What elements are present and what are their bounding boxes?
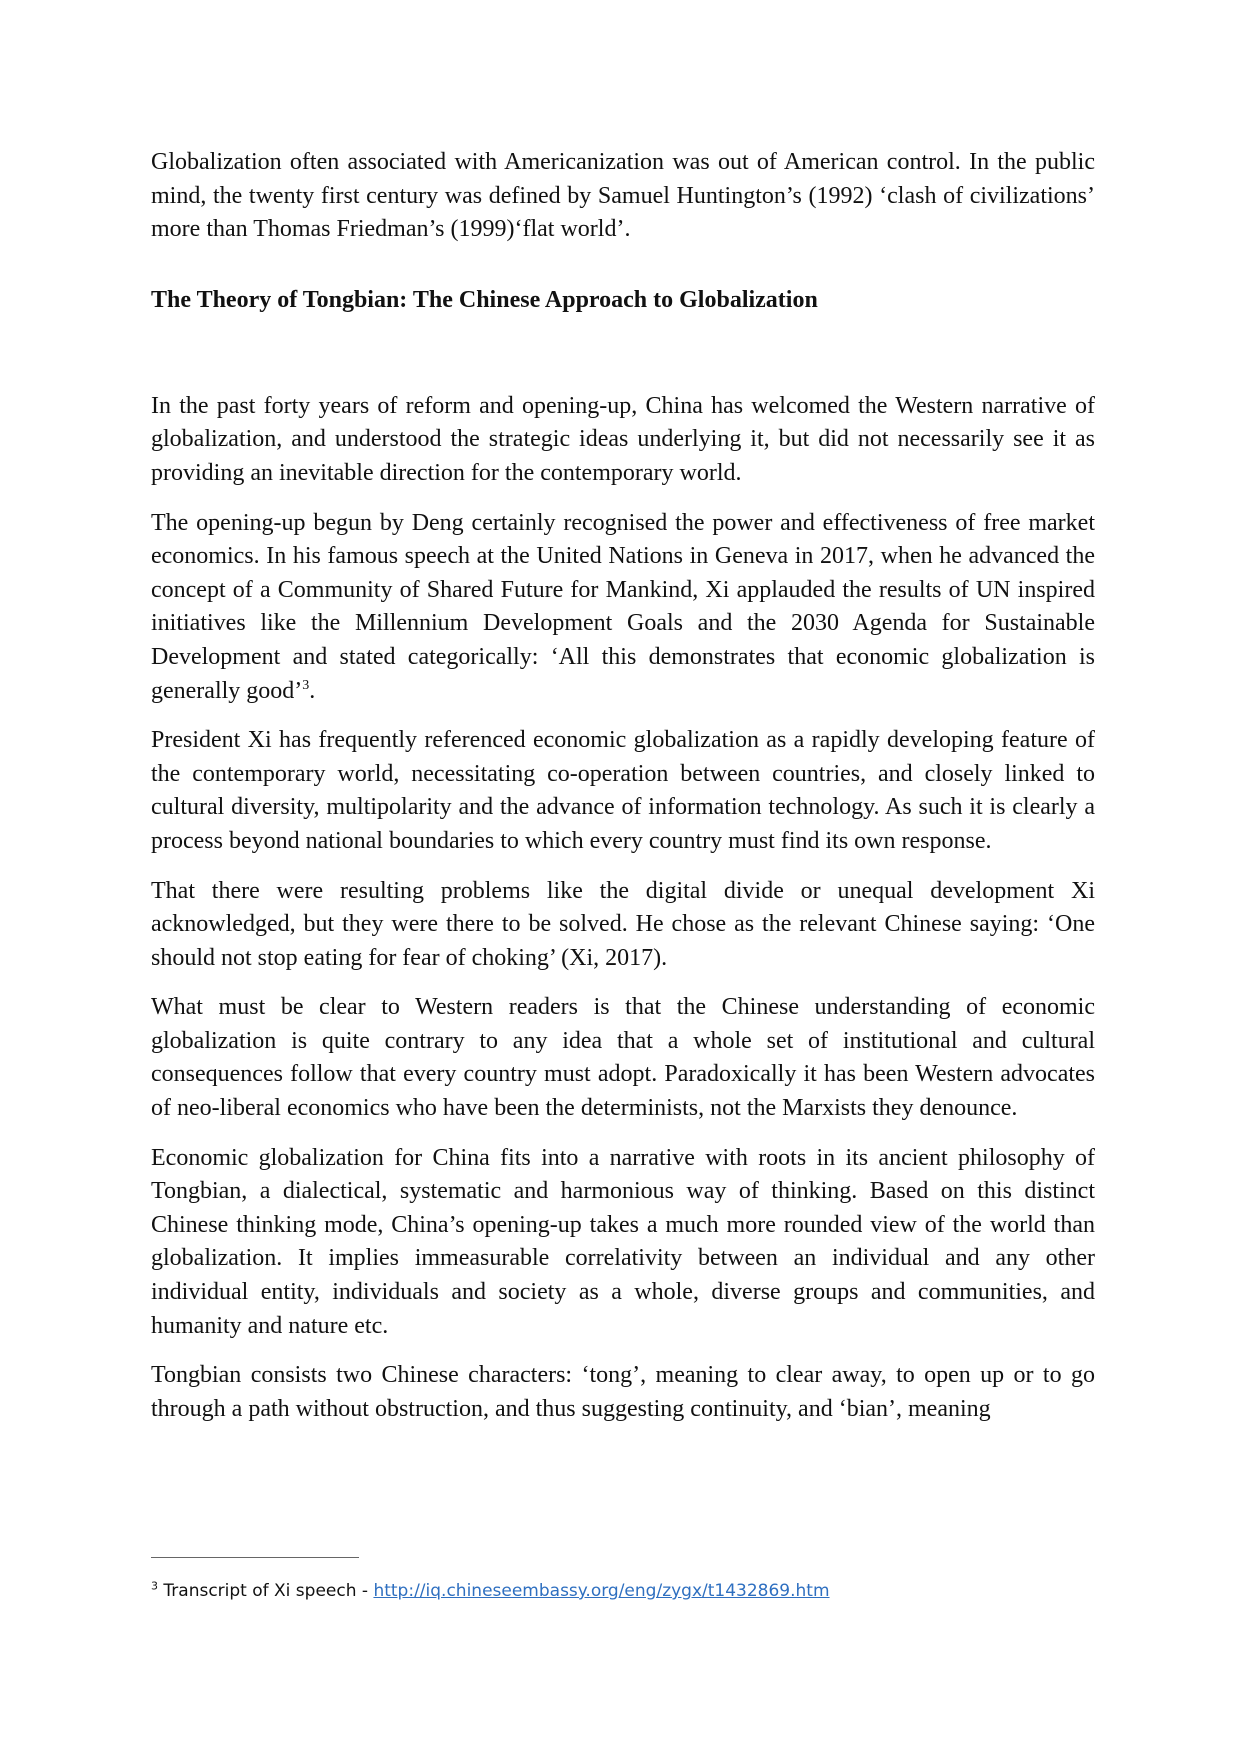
document-page [151, 146, 1095, 1442]
footnote-divider [151, 1557, 359, 1558]
paragraph-president-xi: President Xi has frequently referenced economic globalization as a rapidly developing feature of the contemporary world, necessitating co-operation between countries, and closely linked to cultural diversity, multipolarity and the advance of information technology. As such it is clearly a process beyond national boundaries to which every country must find its own response. [151, 727, 1095, 854]
footnote-link[interactable]: http://iq.chineseembassy.org/eng/zygx/t1432869.htm [373, 1581, 830, 1601]
paragraph-tongbian-characters: Tongbian consists two Chinese characters: ‘tong’, meaning to clear away, to open up or to go through a path without obstruction, and thus suggesting continuity, and ‘bian’, meaning [151, 1362, 1095, 1422]
footnote-reference[interactable]: 3 [302, 677, 310, 693]
intro-paragraph: Globalization often associated with Americanization was out of American control. In the public mind, the twenty first century was defined by Samuel Huntington’s (1992) ‘clash of civilizations’ more than Thomas Friedman’s (1999)‘flat world’. [151, 149, 1095, 243]
paragraph-resulting-problems: That there were resulting problems like the digital divide or unequal development Xi acknowledged, but they were there to be solved. He chose as the relevant Chinese saying: ‘One should not stop eating for fear of choking’ (Xi, 2017). [151, 877, 1095, 971]
paragraph-reform-opening-up: In the past forty years of reform and opening-up, China has welcomed the Western narrative of globalization, and understood the strategic ideas underlying it, but did not necessarily see it as providing an inevitable direction for the contemporary world. [151, 392, 1095, 486]
footnote [151, 1580, 830, 1602]
paragraph-tongbian-philosophy: Economic globalization for China fits into a narrative with roots in its ancient philosophy of Tongbian, a dialectical, systematic and harmonious way of thinking. Based on this distinct Chinese thinking mode, China’s opening-up takes a much more rounded view of the world than globalization. It implies immeasurable correlativity between an individual and any other individual entity, individuals and society as a whole, diverse groups and communities, and humanity and nature etc. [151, 1144, 1095, 1339]
section-heading: The Theory of Tongbian: The Chinese Approach to Globalization [151, 286, 818, 313]
paragraph-text: The opening-up begun by Deng certainly recognised the power and effectiveness of free market economics. In his famous speech at the United Nations in Geneva in 2017, when he advanced the concept of a Community of Shared Future for Mankind, Xi applauded the results of UN inspired initiatives like the Millennium Development Goals and the 2030 Agenda for Sustainable Development and stated categorically: ‘All this demonstrates that economic globalization is generally good’ [151, 509, 1095, 704]
section-body [151, 390, 1095, 1427]
footnote-number: 3 [151, 1579, 158, 1593]
footnote-text: Transcript of Xi speech - [158, 1581, 374, 1601]
paragraph-western-readers: What must be clear to Western readers is that the Chinese understanding of economic globalization is quite contrary to any idea that a whole set of institutional and cultural consequences follow that every country must adopt. Paradoxically it has been Western advocates of neo-liberal economics who have been the determinists, not the Marxists they denounce. [151, 994, 1095, 1122]
paragraph-end-punctuation: . [309, 677, 316, 704]
paragraph-deng-opening-up [151, 507, 1095, 709]
